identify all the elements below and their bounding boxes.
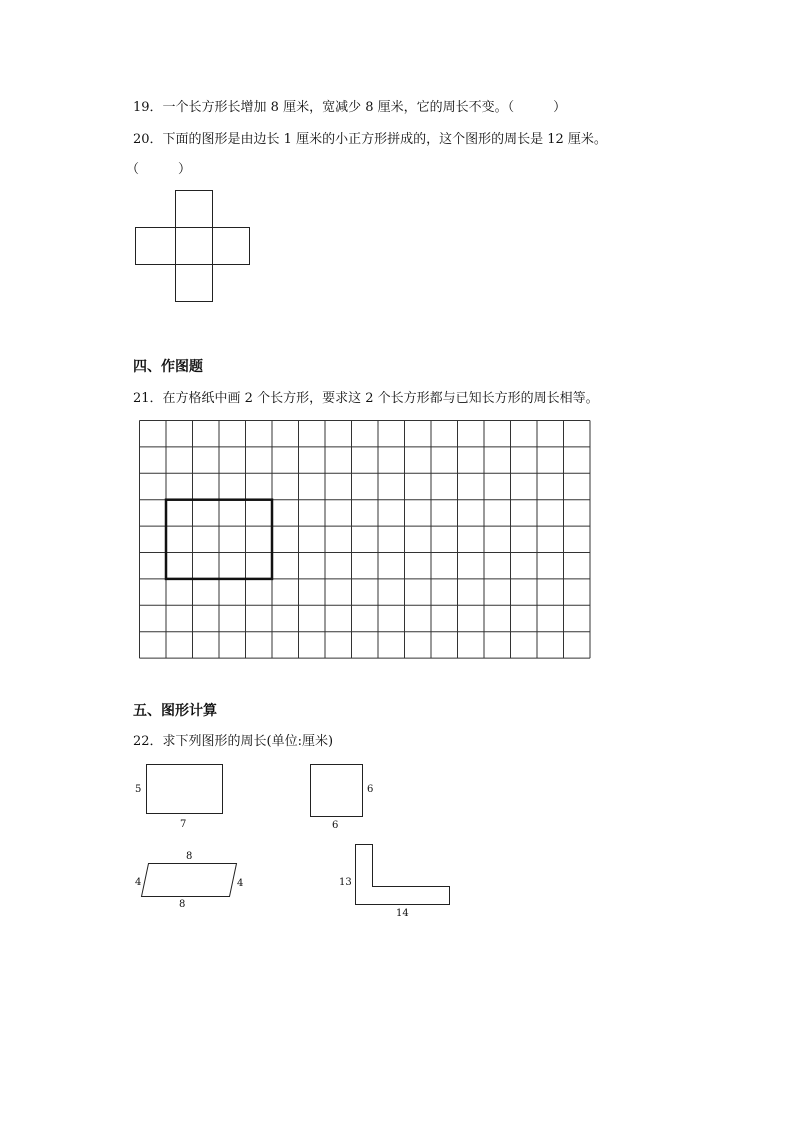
parallelogram-top-label: 8 [186,851,193,862]
question-19: 19．一个长方形长增加 8 厘米，宽减少 8 厘米，它的周长不变。（ ） [133,100,567,115]
parallelogram-bottom-label: 8 [179,899,186,910]
square-figure [305,760,365,820]
section-4-title: 四、作图题 [133,359,203,375]
l-shape-figure [350,840,455,910]
square-bottom-label: 6 [332,820,339,831]
question-22: 22．求下列图形的周长(单位:厘米) [133,734,334,749]
l-shape-width-label: 14 [396,908,409,919]
rect-height-label: 5 [135,784,142,795]
l-shape-height-label: 13 [339,877,352,888]
rectangle-figure [140,760,230,820]
question-20: 20．下面的图形是由边长 1 厘米的小正方形拼成的，这个图形的周长是 12 厘米。 [133,132,607,147]
parallelogram-right-label: 4 [237,878,244,889]
answer-paren-20[interactable]: （ ） [126,162,192,177]
square-side-label: 6 [367,784,374,795]
square-grid[interactable] [135,417,595,662]
parallelogram-left-label: 4 [135,877,142,888]
rect-width-label: 7 [180,819,187,830]
cross-figure [130,185,260,315]
section-5-title: 五、图形计算 [133,703,217,719]
parallelogram-figure [135,858,245,903]
question-21: 21．在方格纸中画 2 个长方形，要求这 2 个长方形都与已知长方形的周长相等。 [133,391,599,406]
